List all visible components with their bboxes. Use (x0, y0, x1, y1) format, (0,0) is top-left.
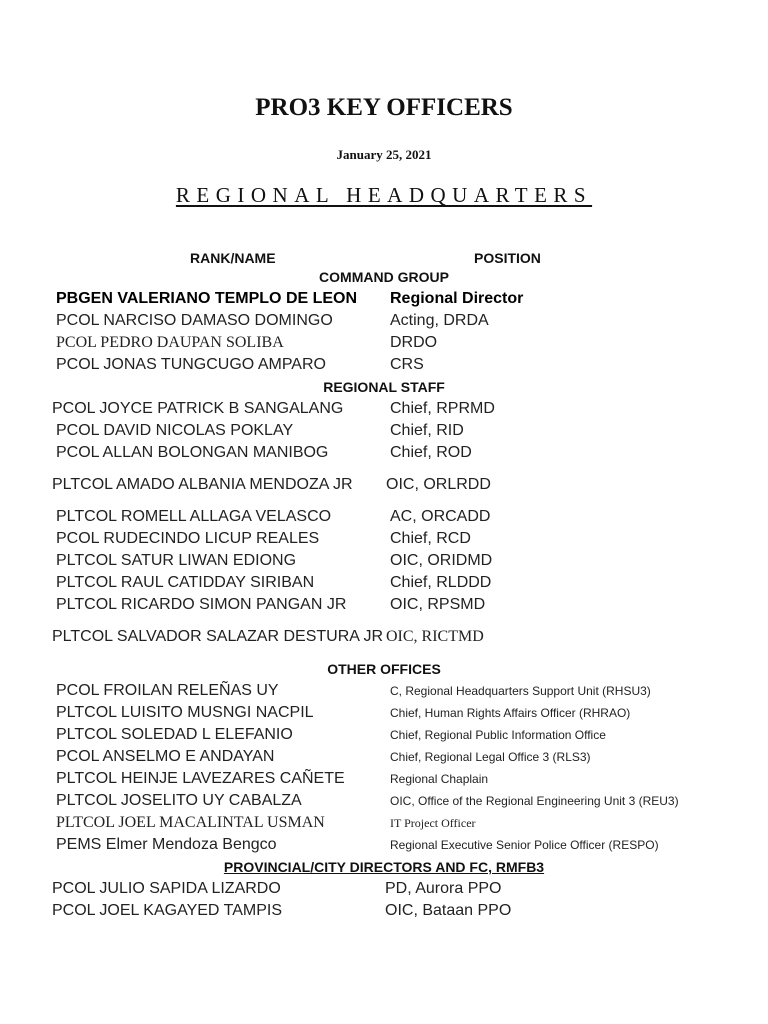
officer-name: PLTCOL SOLEDAD L ELEFANIO (56, 726, 293, 743)
officer-name: PCOL FROILAN RELEÑAS UY (56, 682, 279, 699)
officer-position: Chief, RPRMD (390, 400, 495, 417)
officer-position: Regional Executive Senior Police Officer (RESPO) (390, 838, 659, 852)
table-row (0, 746, 768, 768)
table-row (0, 594, 768, 616)
officer-position: OIC, ORLRDD (386, 476, 491, 493)
table-row (0, 900, 768, 922)
section-heading-provincial-directors: PROVINCIAL/CITY DIRECTORS AND FC, RMFB3 (223, 859, 545, 875)
officer-position: CRS (390, 356, 424, 373)
page-title: PRO3 KEY OFFICERS (255, 94, 513, 121)
table-row (0, 680, 768, 702)
officer-name: PCOL PEDRO DAUPAN SOLIBA (56, 334, 284, 351)
table-row (0, 812, 768, 834)
officer-name: PBGEN VALERIANO TEMPLO DE LEON (56, 290, 358, 307)
document-date: January 25, 2021 (336, 147, 432, 162)
officer-position: OIC, RPSMD (390, 596, 486, 613)
officer-position: Regional Chaplain (390, 772, 489, 786)
table-row (0, 768, 768, 790)
officer-position: Chief, RID (390, 422, 464, 439)
table-row (0, 310, 768, 332)
table-row (0, 354, 768, 376)
table-row (0, 442, 768, 464)
officer-position: C, Regional Headquarters Support Unit (RHSU3) (390, 684, 651, 698)
officer-name: PCOL ALLAN BOLONGAN MANIBOG (56, 444, 329, 461)
table-row (0, 616, 768, 658)
officer-position: Chief, RCD (390, 530, 471, 547)
officer-position: AC, ORCADD (390, 508, 491, 525)
officer-position: Acting, DRDA (390, 312, 489, 329)
table-row (0, 790, 768, 812)
table-row (0, 528, 768, 550)
officer-name: PLTCOL JOSELITO UY CABALZA (56, 792, 302, 809)
officer-position: OIC, RICTMD (386, 628, 484, 645)
officer-position: Chief, Regional Legal Office 3 (RLS3) (390, 750, 591, 764)
officer-name: PLTCOL LUISITO MUSNGI NACPIL (56, 704, 314, 721)
officer-position: Regional Director (390, 290, 524, 307)
section-heading-command-group: COMMAND GROUP (319, 269, 449, 285)
table-row (0, 550, 768, 572)
table-row (0, 702, 768, 724)
officer-position: DRDO (390, 334, 438, 351)
officer-position: IT Project Officer (390, 816, 476, 830)
table-row (0, 834, 768, 856)
section-heading-other-offices: OTHER OFFICES (327, 661, 441, 677)
table-row (0, 724, 768, 746)
officer-position: Chief, ROD (390, 444, 472, 461)
table-row (0, 398, 768, 420)
column-header-position: POSITION (474, 250, 541, 266)
officer-name: PCOL DAVID NICOLAS POKLAY (56, 422, 294, 439)
table-row (0, 288, 768, 310)
table-row (0, 506, 768, 528)
officer-name: PCOL JULIO SAPIDA LIZARDO (52, 880, 281, 897)
officer-position: PD, Aurora PPO (385, 880, 502, 897)
officer-name: PCOL JONAS TUNGCUGO AMPARO (56, 356, 326, 373)
officer-position: Chief, Human Rights Affairs Officer (RHRAO) (390, 706, 631, 720)
officer-name: PLTCOL RICARDO SIMON PANGAN JR (56, 596, 347, 613)
table-row (0, 420, 768, 442)
table-row (0, 464, 768, 506)
column-header-rank: RANK/NAME (190, 250, 276, 266)
officer-name: PCOL JOYCE PATRICK B SANGALANG (52, 400, 344, 417)
officer-position: OIC, Bataan PPO (385, 902, 512, 919)
table-row (0, 332, 768, 354)
officer-name: PLTCOL AMADO ALBANIA MENDOZA JR (52, 476, 353, 493)
officer-name: PLTCOL SALVADOR SALAZAR DESTURA JR (52, 628, 384, 645)
section-heading-regional-staff: REGIONAL STAFF (323, 379, 445, 395)
officer-name: PLTCOL HEINJE LAVEZARES CAÑETE (56, 770, 345, 787)
officer-name: PLTCOL JOEL MACALINTAL USMAN (56, 814, 325, 831)
officer-name: PCOL RUDECINDO LICUP REALES (56, 530, 320, 547)
officer-position: Chief, RLDDD (390, 574, 492, 591)
officer-name: PLTCOL RAUL CATIDDAY SIRIBAN (56, 574, 315, 591)
officer-name: PCOL NARCISO DAMASO DOMINGO (56, 312, 333, 329)
officer-name: PEMS Elmer Mendoza Bengco (56, 836, 277, 853)
officer-roster (0, 266, 768, 922)
officer-name: PCOL JOEL KAGAYED TAMPIS (52, 902, 282, 919)
officer-name: PCOL ANSELMO E ANDAYAN (56, 748, 275, 765)
officer-name: PLTCOL SATUR LIWAN EDIONG (56, 552, 297, 569)
table-row (0, 572, 768, 594)
officer-position: Chief, Regional Public Information Office (390, 728, 606, 742)
officer-name: PLTCOL ROMELL ALLAGA VELASCO (56, 508, 332, 525)
table-row (0, 878, 768, 900)
officer-position: OIC, ORIDMD (390, 552, 493, 569)
officer-position: OIC, Office of the Regional Engineering Unit 3 (REU3) (390, 794, 679, 808)
section-subtitle: REGIONAL HEADQUARTERS (175, 183, 593, 207)
